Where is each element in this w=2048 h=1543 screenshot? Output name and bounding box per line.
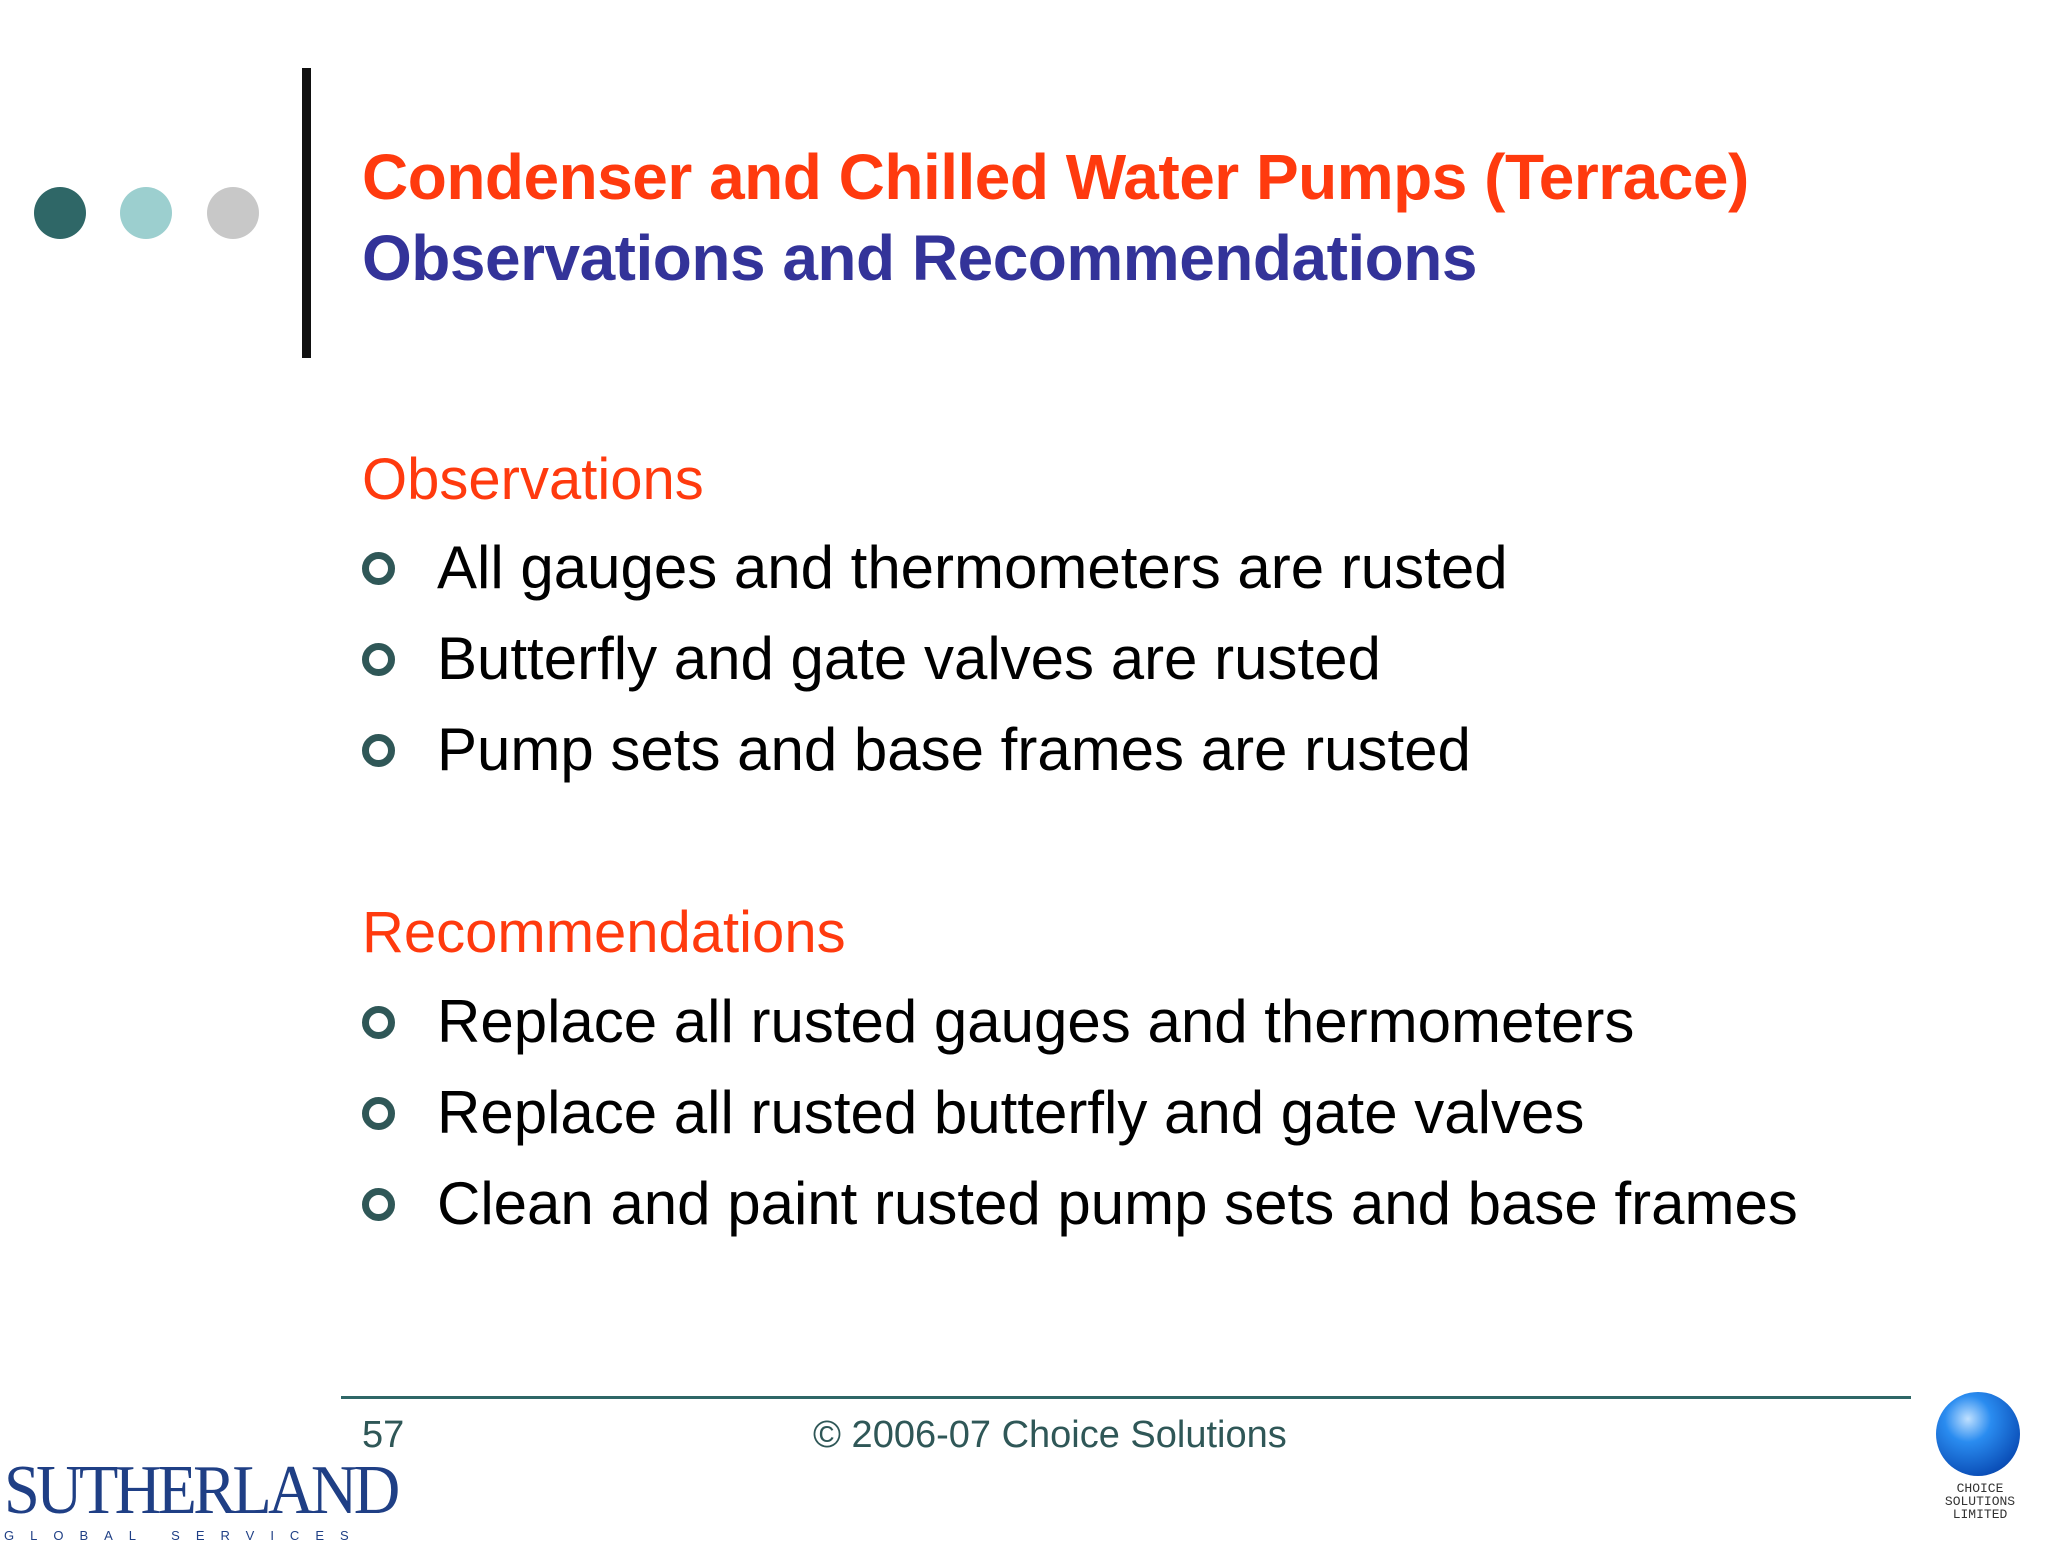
sutherland-logo xyxy=(4,1452,397,1543)
observations-list xyxy=(362,532,1508,805)
recommendations-heading: Recommendations xyxy=(362,900,846,965)
bullet-ring-icon xyxy=(362,552,395,585)
bullet-ring-icon xyxy=(362,1006,395,1039)
bullet-ring-icon xyxy=(362,643,395,676)
globe-icon xyxy=(1936,1392,2020,1476)
sutherland-logo-word: SUTHERLAND xyxy=(4,1452,397,1529)
decor-circle-gray xyxy=(207,187,259,239)
bullet-ring-icon xyxy=(362,1188,395,1221)
list-item-text: Replace all rusted gauges and thermometers xyxy=(437,988,1635,1055)
recommendations-list xyxy=(362,986,1798,1259)
footer-divider xyxy=(341,1396,1911,1399)
slide-subtitle: Observations and Recommendations xyxy=(362,222,1477,294)
list-item-text: Replace all rusted butterfly and gate valves xyxy=(437,1079,1585,1146)
choice-logo-line: LIMITED xyxy=(1952,1507,2008,1522)
bullet-ring-icon xyxy=(362,1097,395,1130)
choice-logo-line: CHOICE xyxy=(1956,1481,2004,1496)
list-item xyxy=(362,532,1508,623)
list-item xyxy=(362,623,1508,714)
list-item-text: Pump sets and base frames are rusted xyxy=(437,716,1471,783)
list-item xyxy=(362,1168,1798,1259)
page-number: 57 xyxy=(362,1414,405,1456)
list-item-text: Clean and paint rusted pump sets and base frames xyxy=(437,1170,1798,1237)
choice-solutions-logo xyxy=(1920,1366,2040,1536)
decor-circle-dark xyxy=(34,187,86,239)
title-divider-bar xyxy=(302,68,311,358)
bullet-ring-icon xyxy=(362,734,395,767)
list-item-text: All gauges and thermometers are rusted xyxy=(437,534,1508,601)
list-item xyxy=(362,1077,1798,1168)
observations-heading: Observations xyxy=(362,447,704,512)
slide-title: Condenser and Chilled Water Pumps (Terrace) xyxy=(362,141,1749,213)
choice-logo-line: SOLUTIONS xyxy=(1944,1494,2016,1509)
sutherland-logo-subtitle: GLOBAL SERVICES xyxy=(4,1528,365,1543)
copyright-text: © 2006-07 Choice Solutions xyxy=(813,1414,1287,1456)
list-item xyxy=(362,986,1798,1077)
list-item-text: Butterfly and gate valves are rusted xyxy=(437,625,1381,692)
list-item xyxy=(362,714,1508,805)
choice-logo-text xyxy=(1920,1482,2040,1521)
decor-circle-light xyxy=(120,187,172,239)
